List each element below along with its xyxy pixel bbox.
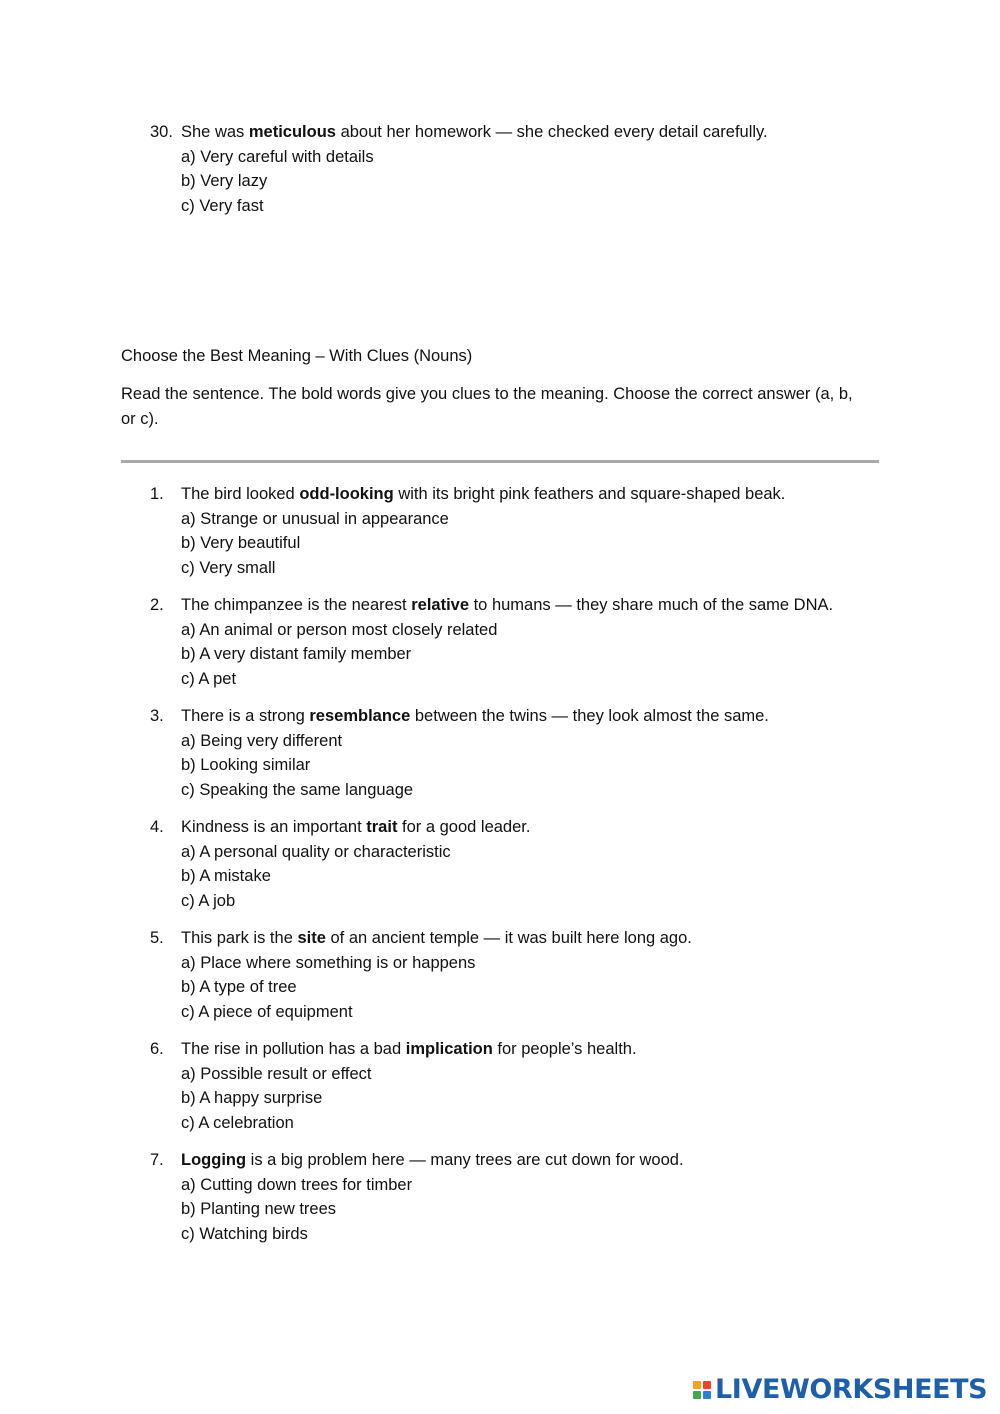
question-1 [150, 482, 910, 580]
question-4 [150, 815, 910, 913]
logo-square-icon [703, 1391, 711, 1399]
option-b[interactable]: b) Very beautiful [181, 534, 301, 552]
question-number: 7. [150, 1151, 164, 1169]
question-text: 1. The bird looked odd-looking with its bright pink feathers and square-shaped beak. [150, 482, 910, 507]
liveworksheets-logo[interactable] [693, 1373, 987, 1407]
option-a[interactable]: a) An animal or person most closely related [181, 620, 498, 639]
question-number: 2. [150, 596, 164, 614]
question-text: 4. Kindness is an important trait for a good leader. [150, 815, 910, 840]
option-a[interactable]: a) A personal quality or characteristic [181, 842, 451, 861]
question-text: 30. She was meticulous about her homework — she checked every detail carefully. [150, 120, 910, 145]
option-c[interactable]: c) A job [181, 891, 236, 910]
logo-square-icon [693, 1391, 701, 1399]
key-word: odd-looking [299, 485, 394, 503]
question-text: 2. The chimpanzee is the nearest relative to humans — they share much of the same DNA. [150, 593, 910, 618]
option-c[interactable]: c) Very small [181, 558, 276, 577]
question-30 [150, 120, 910, 218]
question-number: 6. [150, 1040, 164, 1058]
question-3 [150, 704, 910, 802]
option-c[interactable]: c) A pet [181, 669, 237, 688]
question-2 [150, 593, 910, 691]
question-number: 30. [150, 123, 173, 141]
instructions: Read the sentence. The bold words give you clues to the meaning. Choose the correct answer (a, b, or c). [121, 385, 853, 428]
option-b[interactable]: b) Looking similar [181, 756, 311, 774]
option-c[interactable]: c) A piece of equipment [181, 1002, 353, 1021]
question-text: 3. There is a strong resemblance between the twins — they look almost the same. [150, 704, 910, 729]
option-c[interactable]: c) Speaking the same language [181, 780, 414, 799]
option-a[interactable]: a) Being very different [181, 731, 343, 750]
option-b[interactable]: b) A very distant family member [181, 645, 412, 663]
key-word: trait [366, 818, 398, 836]
option-b[interactable]: b) A mistake [181, 867, 271, 885]
key-word: site [297, 929, 326, 947]
option-a[interactable]: a) Cutting down trees for timber [181, 1175, 413, 1194]
option-b[interactable]: b) A happy surprise [181, 1089, 323, 1107]
section-title: Choose the Best Meaning – With Clues (Nouns) [121, 347, 473, 365]
question-5 [150, 926, 910, 1024]
option-c[interactable]: c) Very fast [181, 196, 264, 215]
logo-square-icon [693, 1381, 701, 1389]
option-c[interactable]: c) Watching birds [181, 1224, 308, 1243]
key-word: relative [411, 596, 470, 614]
question-number: 1. [150, 485, 164, 503]
option-b[interactable]: b) Very lazy [181, 172, 268, 190]
question-number: 5. [150, 929, 164, 947]
option-b[interactable]: b) A type of tree [181, 978, 297, 996]
question-number: 3. [150, 707, 164, 725]
question-text: 5. This park is the site of an ancient temple — it was built here long ago. [150, 926, 910, 951]
key-word: Logging [181, 1151, 247, 1169]
question-text: 6. The rise in pollution has a bad implication for people’s health. [150, 1037, 910, 1062]
divider [121, 460, 879, 463]
question-number: 4. [150, 818, 164, 836]
option-a[interactable]: a) Very careful with details [181, 147, 374, 166]
question-6 [150, 1037, 910, 1135]
option-c[interactable]: c) A celebration [181, 1113, 294, 1132]
key-word: meticulous [248, 123, 336, 141]
key-word: resemblance [309, 707, 411, 725]
question-7 [150, 1148, 910, 1246]
option-b[interactable]: b) Planting new trees [181, 1200, 337, 1218]
option-a[interactable]: a) Possible result or effect [181, 1064, 372, 1083]
question-text: 7. Logging is a big problem here — many trees are cut down for wood. [150, 1148, 910, 1173]
logo-mark-icon [693, 1381, 711, 1399]
logo-text: LIVEWORKSHEETS [715, 1374, 988, 1405]
key-word: implication [405, 1040, 493, 1058]
logo-square-icon [703, 1381, 711, 1389]
option-a[interactable]: a) Place where something is or happens [181, 953, 476, 972]
option-a[interactable]: a) Strange or unusual in appearance [181, 509, 449, 528]
